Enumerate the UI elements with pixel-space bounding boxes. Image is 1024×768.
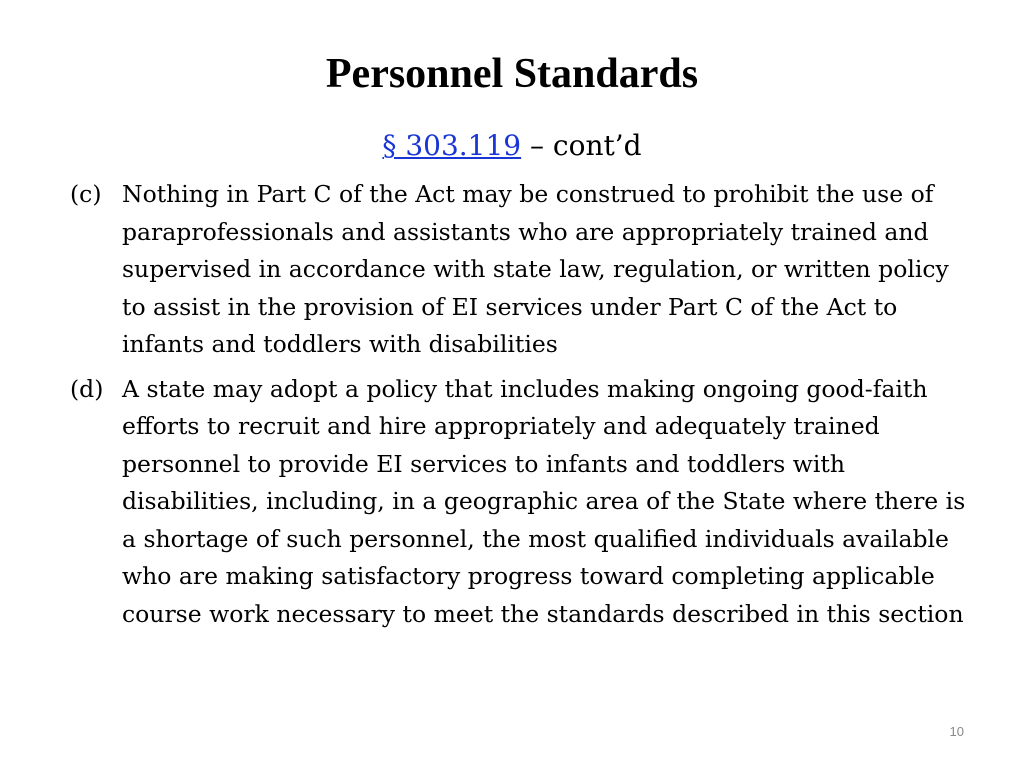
- citation-suffix: – cont’d: [521, 129, 642, 162]
- list-item-c: [70, 176, 975, 364]
- page-number: 10: [949, 724, 964, 739]
- list-item-text: Nothing in Part C of the Act may be construed to prohibit the use of paraprofessionals and assistants who are appropriately trained and supervised in accordance with state law, regulation, or written policy to assist in the provision of EI services under Part C of the Act to infants and toddlers with disabilities: [122, 180, 949, 358]
- slide-title: Personnel Standards: [325, 51, 699, 97]
- list-marker: (c): [70, 180, 102, 208]
- list-item-text: A state may adopt a policy that includes making ongoing good-faith efforts to recruit and hire appropriately and adequately trained personnel to provide EI services to infants and toddlers with disabilities, including, in a geographic area of the State where there is a shortage of such personnel, the most qualified individuals available who are making satisfactory progress toward completing applicable course work necessary to meet the standards described in this section: [122, 374, 966, 628]
- list-marker: (d): [70, 374, 104, 403]
- slide-body: [70, 176, 975, 640]
- regulation-citation-link[interactable]: § 303.119: [382, 129, 522, 162]
- slide-subtitle: [0, 124, 1024, 168]
- list-item-d: [70, 371, 975, 634]
